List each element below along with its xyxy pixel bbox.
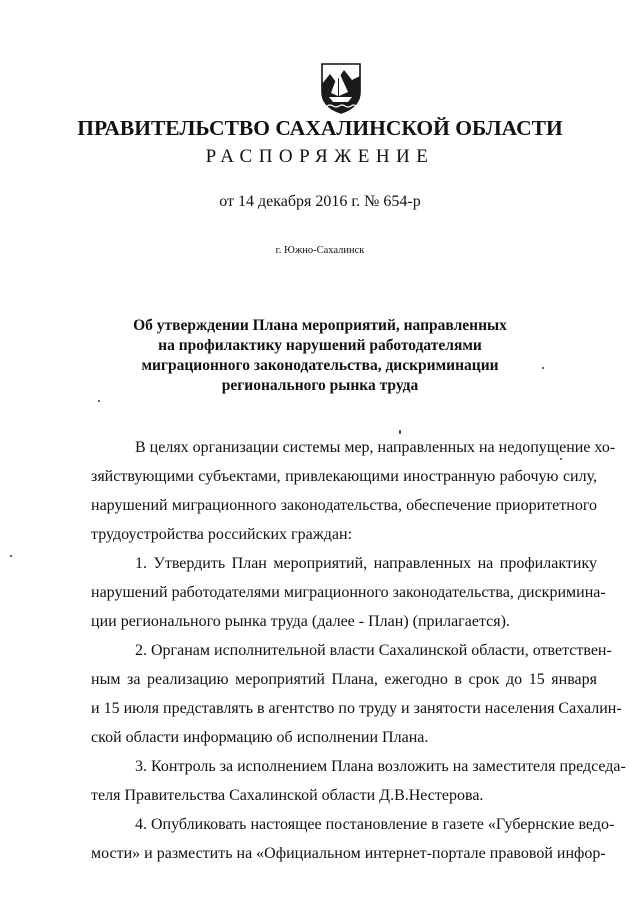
- body-line: нарушений миграционного законодательства, обеспечение приоритетного: [91, 497, 597, 514]
- body-line: 1. Утвердить План мероприятий, направленных на профилактику: [135, 555, 597, 572]
- subject-line: Об утверждении Плана мероприятий, направленных: [133, 317, 507, 334]
- subject-line: миграционного законодательства, дискриминации: [141, 357, 499, 374]
- organization-name: ПРАВИТЕЛЬСТВО САХАЛИНСКОЙ ОБЛАСТИ: [77, 116, 563, 140]
- subject-line: на профилактику нарушений работодателями: [158, 337, 482, 354]
- body-line: нарушений работодателями миграционного законодательства, дискримина-: [91, 584, 606, 601]
- body-line: и 15 июля представлять в агентство по труду и занятости населения Сахалин-: [91, 700, 622, 717]
- body-line: мости» и разместить на «Официальном интернет-портале правовой инфор-: [91, 845, 606, 862]
- body-line: трудоустройства российских граждан:: [91, 526, 353, 543]
- scan-speck: [560, 458, 562, 460]
- subject-line: регионального рынка труда: [221, 377, 419, 394]
- scan-speck: [542, 367, 544, 369]
- scan-speck: [98, 400, 100, 402]
- body-line: 3. Контроль за исполнением Плана возложить на заместителя председа-: [135, 758, 626, 775]
- body-line: ской области информацию об исполнении Плана.: [91, 729, 429, 746]
- document-type: РАСПОРЯЖЕНИЕ: [205, 146, 435, 167]
- body-line: 2. Органам исполнительной власти Сахалинской области, ответствен-: [135, 642, 612, 659]
- body-line: теля Правительства Сахалинской области Д.В.Нестерова.: [91, 787, 484, 804]
- coat-of-arms-icon: [318, 62, 364, 114]
- body-line: ции регионального рынка труда (далее - План) (прилагается).: [91, 613, 510, 630]
- body-line: 4. Опубликовать настоящее постановление в газете «Губернские ведо-: [135, 816, 615, 833]
- issuing-city: г. Южно-Сахалинск: [275, 245, 365, 256]
- scan-speck: [10, 555, 12, 557]
- document-body: [91, 433, 626, 868]
- document-subject: [0, 316, 640, 396]
- body-line: ным за реализацию мероприятий Плана, ежегодно в срок до 15 января: [91, 671, 597, 688]
- body-line: В целях организации системы мер, направленных на недопущение хо-: [135, 439, 616, 456]
- scan-speck: [399, 430, 401, 434]
- body-line: зяйствующими субъектами, привлекающими иностранную рабочую силу,: [91, 468, 597, 485]
- document-date-number: от 14 декабря 2016 г. № 654-р: [219, 193, 421, 210]
